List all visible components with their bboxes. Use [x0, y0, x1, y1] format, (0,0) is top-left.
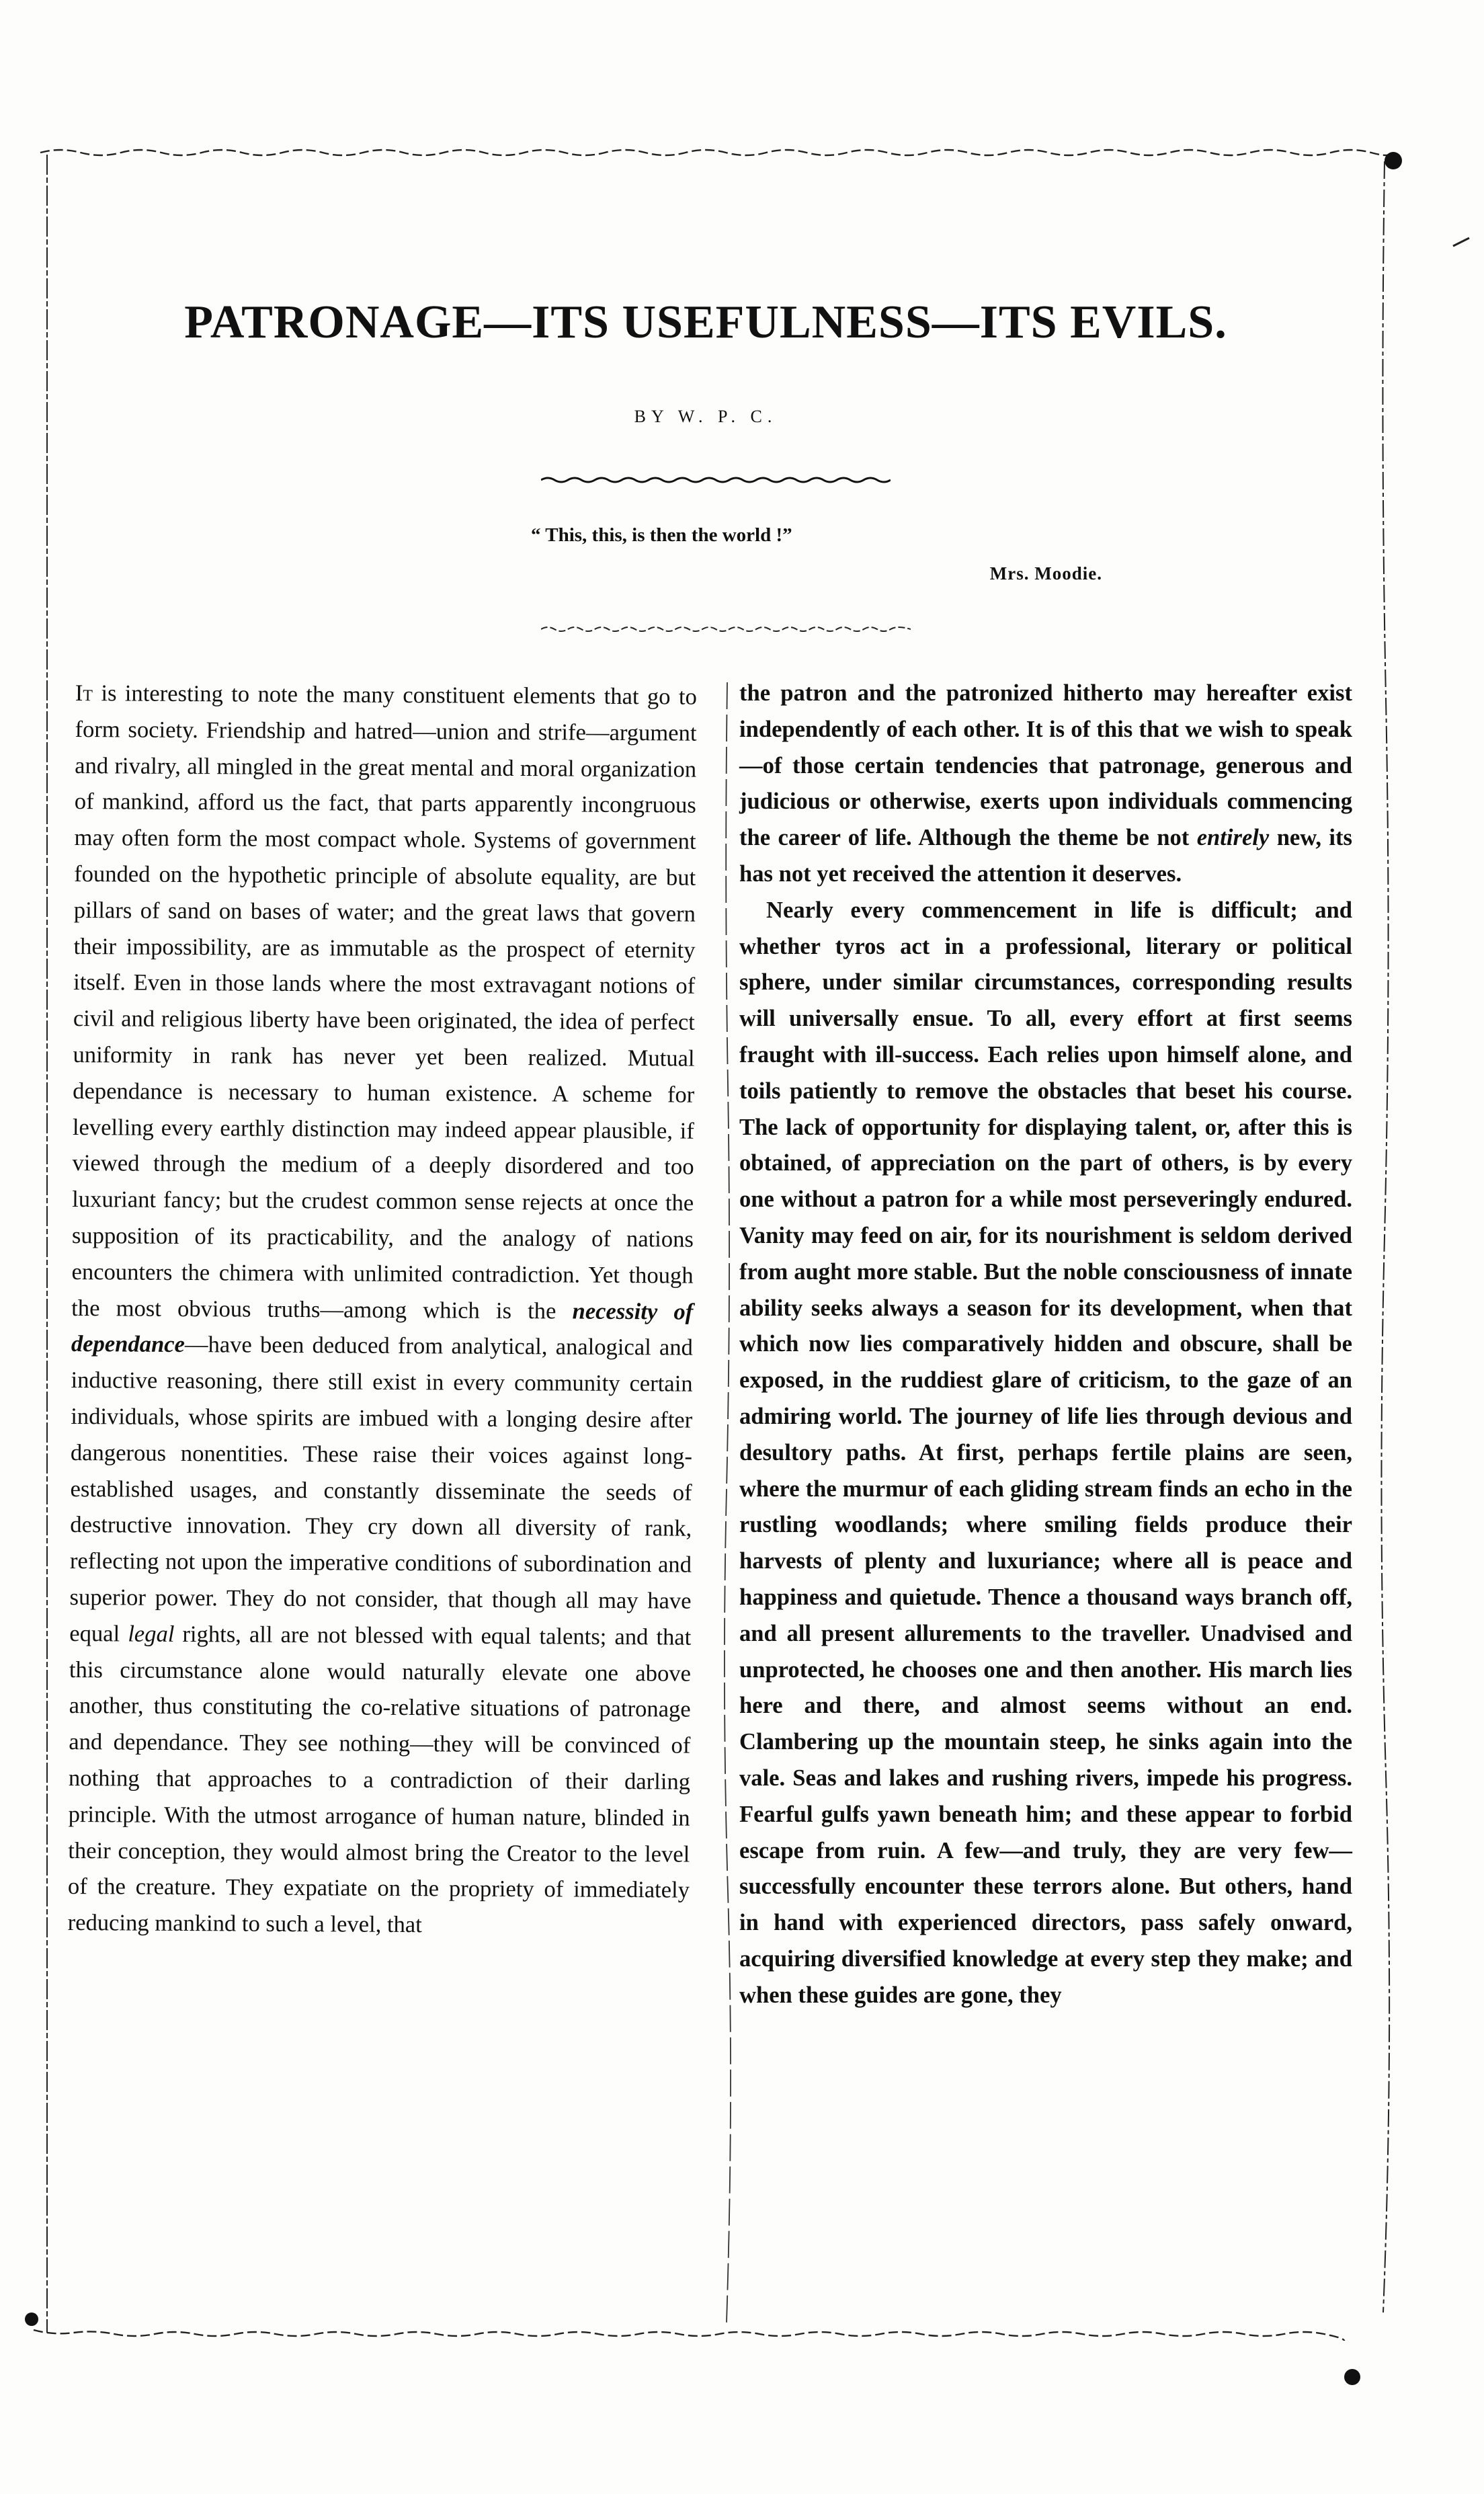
text-run: the patron and the patronized hitherto may hereafter exist independently of each other. It is of this that we wish to speak—of those certain tendencies that patronage, generous and judicious or otherwise, exerts upon individuals commencing the career of life. Although the theme be not	[739, 680, 1352, 851]
text-run: is interesting to note the many constituent elements that go to form society. Friendship and hatred—union and strife—argument and rivalry, all mingled in the great mental and moral organization of mankind, afford us the fact, that parts apparently incongruous may often form the most compact whole. Systems of government founded on the hypothetic principle of absolute equality, are but pillars of sand on bases of water; and the great laws that govern their impossibility, are as immutable as the prospect of eternity itself. Even in those lands where the most extravagant notions of civil and religious liberty have been originated, the idea of perfect uniformity in rank has never yet been realized. Mutual dependance is necessary to human existence. A scheme for levelling every earthly distinction may indeed appear plausible, if viewed through the medium of a deeply disordered and too luxuriant fancy; but the crudest common sense rejects at once the supposition of its practicability, and the analogy of nations encounters the chimera with unlimited contradiction. Yet though the most obvious truths—among which is the	[71, 680, 697, 1324]
corner-ornament	[1344, 2369, 1360, 2385]
right-border-ornament	[1378, 161, 1391, 2312]
left-border-ornament	[40, 155, 54, 2333]
opening-word: It	[75, 680, 93, 707]
paragraph	[67, 676, 696, 1945]
emphasis-text: necessity of dependance	[71, 1298, 694, 1358]
ornamental-rule	[541, 621, 911, 637]
stray-mark	[1452, 235, 1472, 249]
corner-ornament	[25, 2312, 38, 2326]
paragraph	[739, 676, 1352, 893]
column-divider	[723, 682, 732, 2323]
text-run: rights, all are not blessed with equal talents; and that this circumstance alone would naturally elevate one above another, thus constituting the co-relative situations of patronage and dependance. They see nothing—they will be convinced of nothing that approaches to a contradiction of their darling principle. With the utmost arrogance of human nature, blinded in their conception, they would almost bring the Creator to the level of the creature. They expatiate on the propriety of immediately reducing mankind to such a level, that	[67, 1621, 692, 1938]
text-run: —have been deduced from analytical, analogical and inductive reasoning, there still exist in every community certain individuals, whose spirits are imbued with a longing desire after dangerous nonentities. These raise their voices against long-established usages, and constantly disseminate the seeds of destructive innovation. They cry down all diversity of rank, reflecting not upon the imperative conditions of subordination and superior power. They do not consider, that though all may have equal	[69, 1332, 694, 1647]
ornamental-rule	[541, 472, 891, 488]
emphasis-text: legal	[128, 1621, 175, 1647]
top-border-ornament	[34, 145, 1398, 161]
right-column	[739, 676, 1352, 2013]
epigraph-author: Mrs. Moodie.	[989, 563, 1102, 584]
article-title: PATRONAGE—ITS USEFULNESS—ITS EVILS.	[184, 296, 1227, 348]
emphasis-text: entirely	[1196, 825, 1270, 851]
left-column	[67, 676, 696, 1945]
byline: BY W. P. C.	[634, 407, 778, 426]
bottom-border-ornament	[27, 2326, 1351, 2342]
text-run: new, its has not yet received the attention it deserves.	[739, 825, 1352, 887]
epigraph-quote: “ This, this, is then the world !”	[531, 524, 792, 546]
paragraph: Nearly every commencement in life is difficult; and whether tyros act in a professional, literary or political sphere, under similar circumstances, corresponding results will universally ensue. To all, every effort at first seems fraught with ill-success. Each relies upon himself alone, and toils patiently to remove the obstacles that beset his course. The lack of opportunity for displaying talent, or, after this is obtained, of appreciation on the part of others, is by every one without a patron for a while most perseveringly endured. Vanity may feed on air, for its nourishment is seldom derived from aught more stable. But the noble consciousness of innate ability seeks always a season for its development, when that which now lies comparatively hidden and obscure, shall be exposed, in the ruddiest glare of criticism, to the gaze of an admiring world. The journey of life lies through devious and desultory paths. At first, perhaps fertile plains are seen, where the murmur of each gliding stream finds an echo in the rustling woodlands; where smiling fields produce their harvests of plenty and luxuriance; where all is peace and happiness and quietude. Thence a thousand ways branch off, and all present allurements to the traveller. Unadvised and unprotected, he chooses one and then another. His march lies here and there, and almost seems without an end. Clambering up the mountain steep, he sinks again into the vale. Seas and lakes and rushing rivers, impede his progress. Fearful gulfs yawn beneath him; and these appear to forbid escape from ruin. A few—and truly, they are very few—successfully encounter these terrors alone. But others, hand in hand with experienced directors, pass safely onward, acquiring diversified knowledge at every step they make; and when these guides are gone, they	[739, 897, 1352, 2008]
